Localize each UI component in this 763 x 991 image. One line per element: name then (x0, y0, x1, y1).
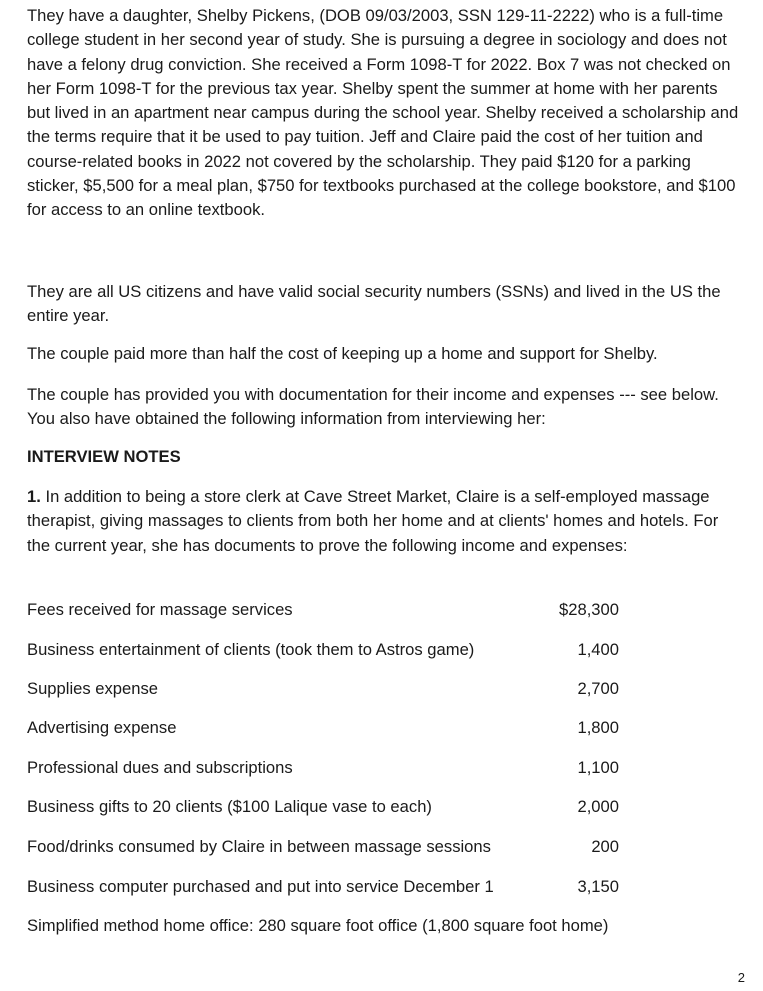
note-text: In addition to being a store clerk at Cave Street Market, Claire is a self-employed massage therapist, giving massages to clients from both her home and at clients' homes and hotels. For the current year, she has documents to prove the following income and expenses: (27, 487, 719, 555)
expense-row (27, 716, 627, 740)
expense-value: 2,000 (577, 797, 619, 816)
expense-row (27, 875, 627, 899)
expense-value: 2,700 (577, 679, 619, 698)
expense-value: 1,100 (577, 758, 619, 777)
expense-value: 200 (591, 837, 619, 856)
paragraph-documentation: The couple has provided you with documentation for their income and expenses --- see below. You also have obtained the following information from interviewing her: (27, 385, 719, 429)
paragraph-citizenship: They are all US citizens and have valid social security numbers (SSNs) and lived in the US the entire year. (27, 282, 721, 326)
expense-row (27, 795, 627, 819)
expense-row (27, 756, 627, 780)
expense-value: $28,300 (559, 600, 619, 619)
expense-row (27, 638, 627, 662)
expense-label: Supplies expense (27, 679, 158, 698)
expense-value: 3,150 (577, 877, 619, 896)
expense-label: Fees received for massage services (27, 600, 293, 619)
expense-label: Advertising expense (27, 718, 177, 737)
expense-row (27, 835, 627, 859)
paragraph-support: The couple paid more than half the cost of keeping up a home and support for Shelby. (27, 344, 658, 363)
home-office-line: Simplified method home office: 280 square foot office (1,800 square foot home) (27, 916, 609, 935)
expense-label: Business gifts to 20 clients ($100 Lalique vase to each) (27, 797, 432, 816)
expense-row (27, 677, 627, 701)
expense-value: 1,800 (577, 718, 619, 737)
interview-notes-heading: INTERVIEW NOTES (27, 447, 181, 466)
expense-label: Professional dues and subscriptions (27, 758, 293, 777)
expense-label: Business entertainment of clients (took them to Astros game) (27, 640, 475, 659)
expense-label: Business computer purchased and put into service December 1 (27, 877, 494, 896)
expense-row (27, 598, 627, 622)
interview-note-1 (27, 485, 739, 558)
page-number: 2 (737, 970, 745, 985)
expense-value: 1,400 (577, 640, 619, 659)
expense-label: Food/drinks consumed by Claire in between massage sessions (27, 837, 491, 856)
paragraph-daughter-info: They have a daughter, Shelby Pickens, (DOB 09/03/2003, SSN 129-11-2222) who is a full-time college student in her second year of study. She is pursuing a degree in sociology and does not have a felony drug conviction. She received a Form 1098-T for 2022. Box 7 was not checked on her Form 1098-T for the previous tax year. Shelby spent the summer at home with her parents but lived in an apartment near campus during the school year. Shelby received a scholarship and the terms require that it be used to pay tuition. Jeff and Claire paid the cost of her tuition and course-related books in 2022 not covered by the scholarship. They paid $120 for a parking sticker, $5,500 for a meal plan, $750 for textbooks purchased at the college bookstore, and $100 for access to an online textbook. (27, 6, 739, 220)
note-number: 1. (27, 487, 41, 506)
